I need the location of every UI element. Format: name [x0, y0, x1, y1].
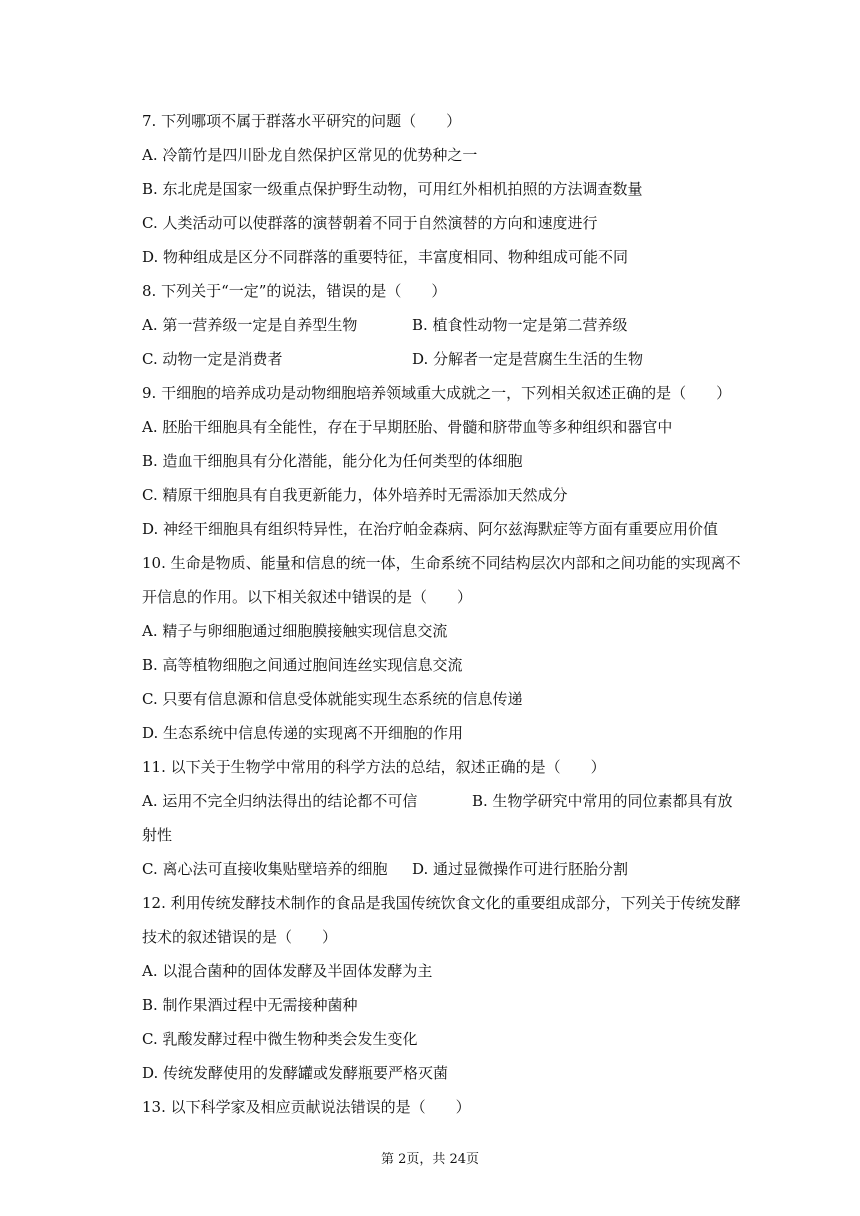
- question-7-option-c: C. 人类活动可以使群落的演替朝着不同于自然演替的方向和速度进行: [142, 214, 598, 232]
- question-8-option-a: A. 第一营养级一定是自养型生物: [142, 316, 358, 334]
- question-9-option-a: A. 胚胎干细胞具有全能性，存在于早期胚胎、骨髓和脐带血等多种组织和器官中: [142, 418, 673, 436]
- question-8-stem: 8. 下列关于“一定”的说法，错误的是（ ）: [142, 282, 447, 300]
- question-10-stem-line2: 开信息的作用。以下相关叙述中错误的是（ ）: [142, 588, 473, 606]
- question-7-option-b: B. 东北虎是国家一级重点保护野生动物，可用红外相机拍照的方法调查数量: [142, 180, 643, 198]
- question-12-option-c: C. 乳酸发酵过程中微生物种类会发生变化: [142, 1030, 418, 1048]
- question-11-option-c: C. 离心法可直接收集贴壁培养的细胞: [142, 860, 388, 878]
- question-7-option-a: A. 冷箭竹是四川卧龙自然保护区常见的优势种之一: [142, 146, 478, 164]
- question-10-option-b: B. 高等植物细胞之间通过胞间连丝实现信息交流: [142, 656, 463, 674]
- question-8-option-c: C. 动物一定是消费者: [142, 350, 283, 368]
- question-12-option-b: B. 制作果酒过程中无需接种菌种: [142, 996, 358, 1014]
- question-12-option-d: D. 传统发酵使用的发酵罐或发酵瓶要严格灭菌: [142, 1064, 449, 1082]
- question-12-stem-line1: 12. 利用传统发酵技术制作的食品是我国传统饮食文化的重要组成部分，下列关于传统发酵: [142, 894, 741, 912]
- question-12-stem-line2: 技术的叙述错误的是（ ）: [142, 928, 338, 946]
- question-9-option-c: C. 精原干细胞具有自我更新能力，体外培养时无需添加天然成分: [142, 486, 568, 504]
- question-9-option-d: D. 神经干细胞具有组织特异性，在治疗帕金森病、阿尔兹海默症等方面有重要应用价值: [142, 520, 719, 538]
- question-10-option-c: C. 只要有信息源和信息受体就能实现生态系统的信息传递: [142, 690, 523, 708]
- question-11-option-a: A. 运用不完全归纳法得出的结论都不可信: [142, 792, 418, 810]
- question-9-stem: 9. 干细胞的培养成功是动物细胞培养领域重大成就之一，下列相关叙述正确的是（ ）: [142, 384, 732, 402]
- question-10-stem-line1: 10. 生命是物质、能量和信息的统一体，生命系统不同结构层次内部和之间功能的实现离不: [142, 554, 741, 572]
- question-11-option-b: B. 生物学研究中常用的同位素都具有放: [472, 792, 733, 810]
- question-9-option-b: B. 造血干细胞具有分化潜能，能分化为任何类型的体细胞: [142, 452, 523, 470]
- question-8-option-d: D. 分解者一定是营腐生生活的生物: [412, 350, 644, 368]
- question-11-stem: 11. 以下关于生物学中常用的科学方法的总结，叙述正确的是（ ）: [142, 758, 606, 776]
- question-10-option-a: A. 精子与卵细胞通过细胞膜接触实现信息交流: [142, 622, 448, 640]
- question-10-option-d: D. 生态系统中信息传递的实现离不开细胞的作用: [142, 724, 464, 742]
- question-7-option-d: D. 物种组成是区分不同群落的重要特征，丰富度相同、物种组成可能不同: [142, 248, 629, 266]
- question-12-option-a: A. 以混合菌种的固体发酵及半固体发酵为主: [142, 962, 433, 980]
- page-footer: 第 2页，共 24页: [380, 1152, 480, 1167]
- question-8-option-b: B. 植食性动物一定是第二营养级: [412, 316, 628, 334]
- question-11-option-b-cont: 射性: [142, 826, 173, 844]
- question-7-stem: 7. 下列哪项不属于群落水平研究的问题（ ）: [142, 112, 462, 130]
- question-13-stem: 13. 以下科学家及相应贡献说法错误的是（ ）: [142, 1098, 471, 1116]
- question-11-option-d: D. 通过显微操作可进行胚胎分割: [412, 860, 629, 878]
